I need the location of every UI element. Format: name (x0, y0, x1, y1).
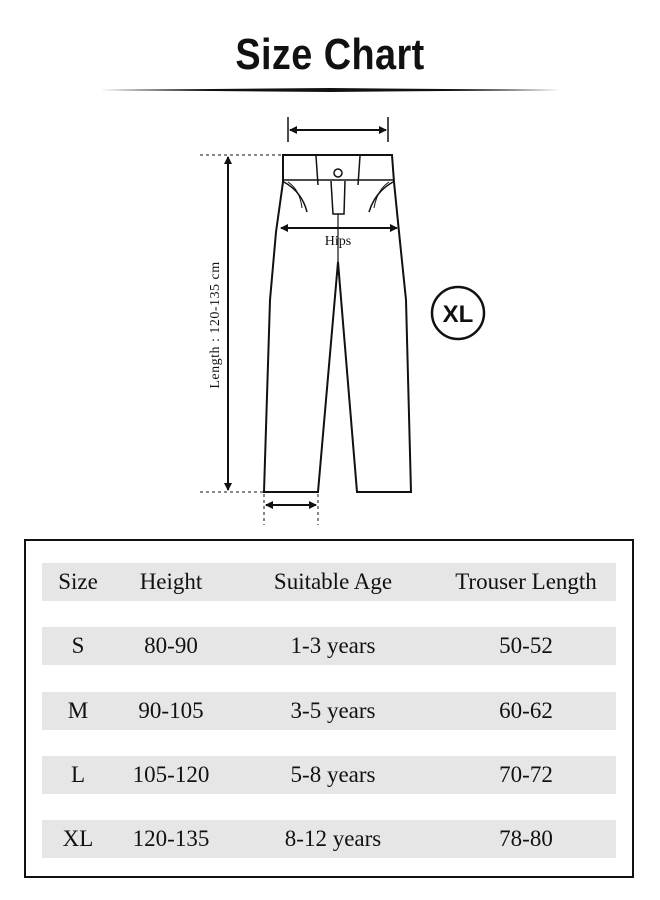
cell-suitable-age: 1-3 years (290, 633, 376, 658)
trousers-diagram (0, 100, 660, 530)
cell-height: 90-105 (138, 698, 204, 723)
header-height: Height (139, 569, 203, 594)
cell-size: M (67, 698, 89, 723)
size-badge-text: XL (442, 301, 474, 328)
size-badge (432, 287, 484, 339)
cell-trouser-length: 78-80 (499, 826, 553, 851)
leg-opening-measure-arrow (264, 494, 318, 525)
trousers-outline (264, 155, 411, 492)
cell-trouser-length: 50-52 (499, 633, 553, 658)
table-row (42, 756, 616, 794)
cell-trouser-length: 60-62 (499, 698, 553, 723)
waist-measure-arrow (288, 117, 388, 142)
header-trouser-length: Trouser Length (455, 569, 597, 594)
cell-suitable-age: 3-5 years (290, 698, 376, 723)
cell-suitable-age: 5-8 years (290, 762, 376, 787)
cell-height: 80-90 (144, 633, 198, 658)
table-row (42, 627, 616, 665)
cell-suitable-age: 8-12 years (284, 826, 382, 851)
title-underline (100, 88, 560, 92)
header-suitable-age: Suitable Age (273, 569, 393, 594)
page-title: Size Chart (235, 30, 425, 79)
cell-trouser-length: 70-72 (499, 762, 553, 787)
table-row (42, 820, 616, 858)
cell-size: L (70, 762, 86, 787)
size-table (24, 539, 634, 878)
cell-height: 105-120 (132, 762, 210, 787)
table-row (42, 692, 616, 730)
table-header-row (42, 563, 616, 601)
cell-size: XL (62, 826, 94, 851)
header-size: Size (58, 569, 98, 594)
hips-label: Hips (324, 234, 352, 249)
length-label: Length : 120-135 cm (208, 261, 223, 389)
cell-size: S (71, 633, 85, 658)
cell-height: 120-135 (132, 826, 210, 851)
